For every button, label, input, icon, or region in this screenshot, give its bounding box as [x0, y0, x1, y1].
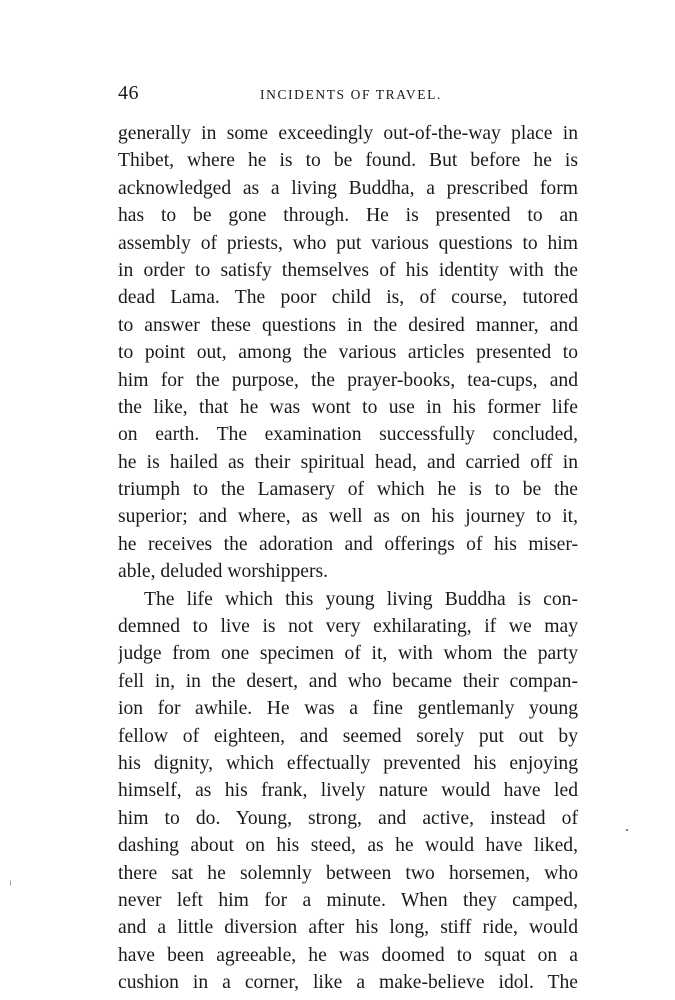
- paper-speck: [626, 829, 628, 831]
- text-line: to point out, among the various articles presented to: [118, 342, 578, 364]
- running-title: INCIDENTS OF TRAVEL.: [260, 87, 442, 102]
- running-head: [118, 82, 576, 106]
- text-line: and a little diversion after his long, stiff ride, would: [118, 917, 578, 939]
- text-line: fellow of eighteen, and seemed sorely put out by: [118, 725, 578, 747]
- text-line: cushion in a corner, like a make-believe idol. The: [118, 972, 578, 994]
- body-text: [118, 120, 578, 997]
- text-line: ion for awhile. He was a fine gentlemanly young: [118, 698, 578, 720]
- text-line: judge from one specimen of it, with whom the party: [118, 643, 578, 665]
- paragraph-first-line: The life which this young living Buddha is con-: [144, 588, 578, 610]
- text-line: has to be gone through. He is presented to an: [118, 205, 578, 227]
- text-line: him for the purpose, the prayer-books, tea-cups, and: [118, 369, 578, 391]
- text-line: to answer these questions in the desired manner, and: [118, 314, 578, 336]
- text-line: dead Lama. The poor child is, of course, tutored: [118, 287, 578, 309]
- text-line: he receives the adoration and offerings of his miser-: [118, 533, 578, 555]
- text-line: assembly of priests, who put various questions to him: [118, 232, 578, 254]
- text-line: he is hailed as their spiritual head, and carried off in: [118, 451, 578, 473]
- text-line: Thibet, where he is to be found. But before he is: [118, 150, 578, 172]
- text-line: in order to satisfy themselves of his identity with the: [118, 259, 578, 281]
- paragraph-end-line: able, deluded worshippers.: [118, 561, 329, 583]
- paper-speck: [10, 880, 11, 886]
- text-line: himself, as his frank, lively nature would have led: [118, 780, 578, 802]
- text-line: have been agreeable, he was doomed to squat on a: [118, 944, 578, 966]
- text-line: his dignity, which effectually prevented his enjoying: [118, 752, 578, 774]
- text-line: on earth. The examination successfully concluded,: [118, 424, 578, 446]
- text-line: there sat he solemnly between two horsemen, who: [118, 862, 578, 884]
- text-line: dashing about on his steed, as he would have liked,: [118, 835, 578, 857]
- text-line: superior; and where, as well as on his journey to it,: [118, 506, 578, 528]
- text-line: never left him for a minute. When they camped,: [118, 889, 578, 911]
- page-number: 46: [118, 82, 139, 104]
- text-line: him to do. Young, strong, and active, instead of: [118, 807, 578, 829]
- text-line: generally in some exceedingly out-of-the-way place in: [118, 123, 578, 144]
- text-line: the like, that he was wont to use in his former life: [118, 396, 578, 418]
- text-line: demned to live is not very exhilarating, if we may: [118, 616, 578, 638]
- text-line: triumph to the Lamasery of which he is to be the: [118, 479, 578, 501]
- text-line: fell in, in the desert, and who became their compan-: [118, 670, 578, 692]
- text-line: acknowledged as a living Buddha, a prescribed form: [118, 177, 578, 199]
